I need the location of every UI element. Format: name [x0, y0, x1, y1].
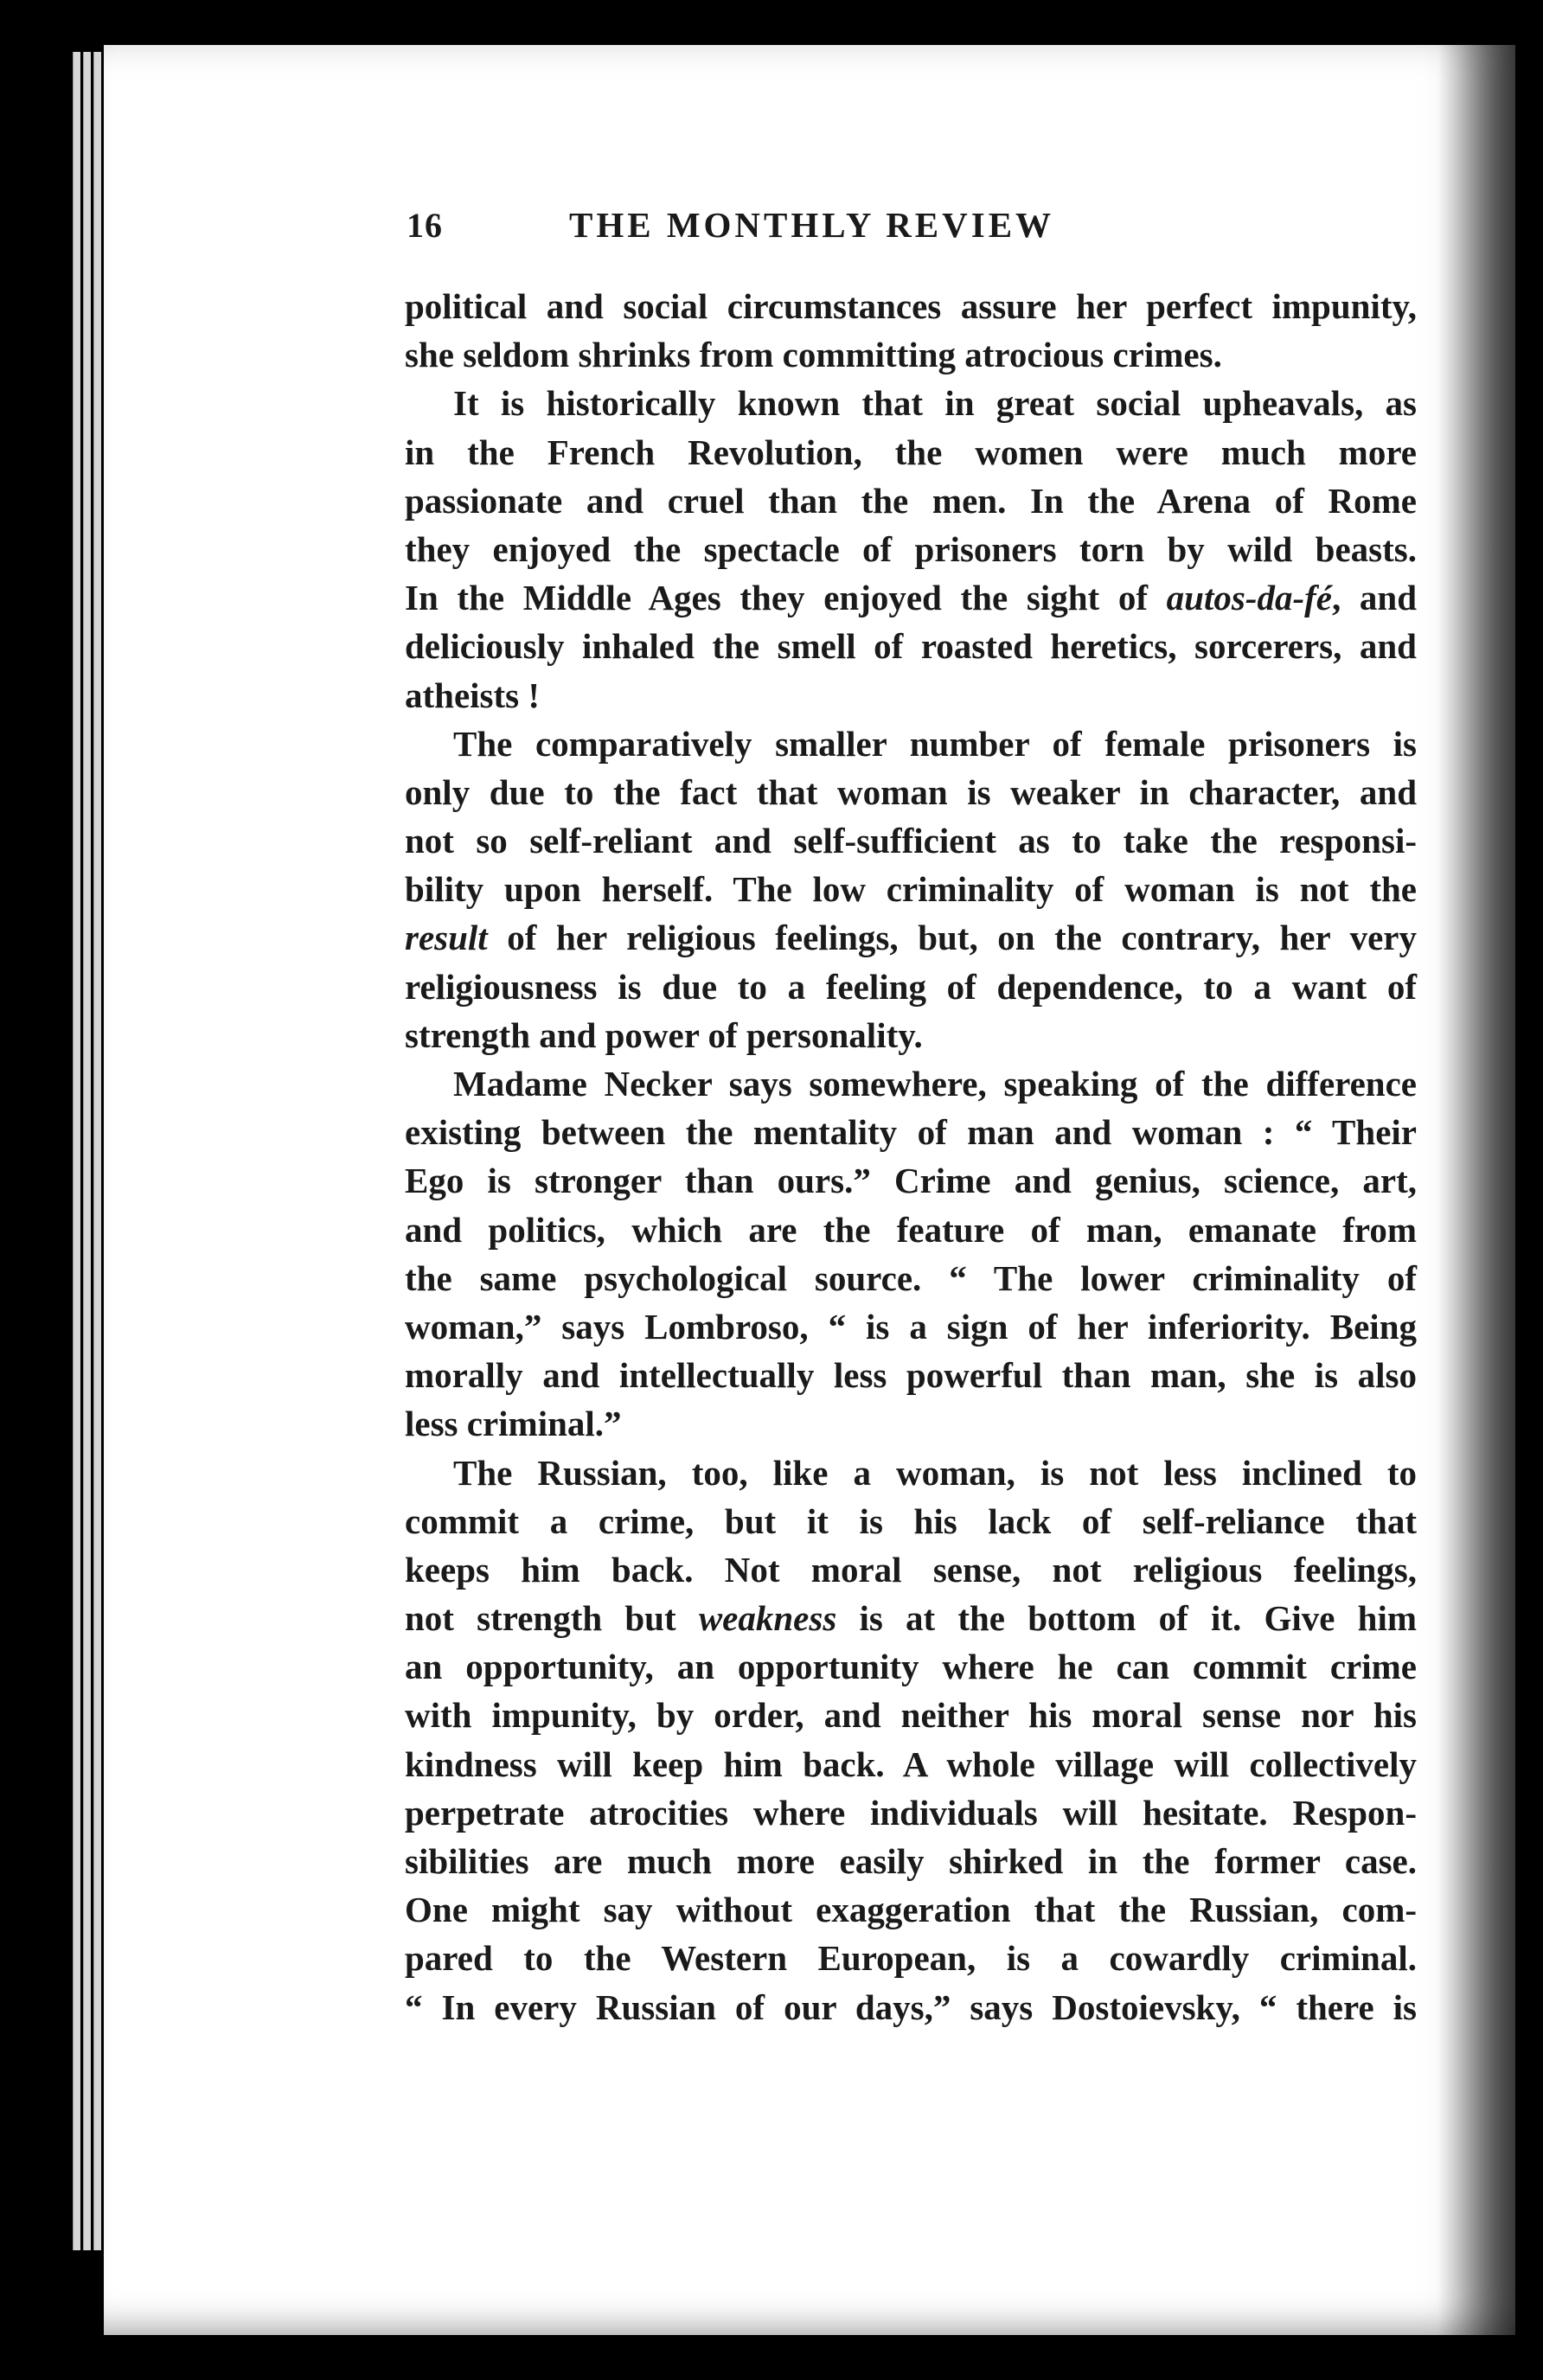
text-line: perpetrate atrocities where individuals will hesitate. Respon-: [405, 1792, 1417, 1833]
italic-phrase: autos-da-fé: [1166, 578, 1332, 618]
text-line: atheists !: [405, 675, 541, 715]
text-line: Ego is stronger than ours.” Crime and genius, science, art,: [405, 1161, 1417, 1201]
text-line: less criminal.”: [405, 1404, 622, 1444]
text-line: strength and power of personality.: [405, 1014, 923, 1055]
text-run: In the Middle Ages they enjoyed the sight of: [405, 578, 1167, 618]
text-line: existing between the mentality of man and woman : “ Their: [405, 1112, 1417, 1153]
text-line: The comparatively smaller number of female prisoners is: [453, 723, 1417, 764]
text-line: she seldom shrinks from committing atrocious crimes.: [405, 335, 1222, 375]
journal-title: THE MONTHLY REVIEW: [569, 205, 1055, 245]
text-line: deliciously inhaled the smell of roasted heretics, sorcerers, and: [405, 626, 1417, 667]
text-run: , and: [1331, 578, 1417, 618]
text-line: the same psychological source. “ The lower criminality of: [405, 1257, 1417, 1298]
body-text: [405, 282, 1417, 2031]
text-line: It is historically known that in great social upheavals, as: [453, 383, 1417, 424]
text-line: they enjoyed the spectacle of prisoners torn by wild beasts.: [405, 528, 1417, 569]
text-line: not so self-reliant and self-sufficient as to take the responsi-: [405, 821, 1417, 861]
text-run: not strength but: [405, 1598, 699, 1639]
text-line: woman,” says Lombroso, “ is a sign of her inferiority. Being: [405, 1306, 1417, 1347]
text-line: pared to the Western European, is a cowardly criminal.: [405, 1938, 1417, 1979]
text-line: and politics, which are the feature of man, emanate from: [405, 1209, 1417, 1250]
spine-shadow: [1437, 45, 1515, 2335]
text-run: is at the bottom of it. Give him: [836, 1598, 1417, 1639]
text-line: passionate and cruel than the men. In the Arena of Rome: [405, 480, 1417, 521]
text-line: commit a crime, but it is his lack of self-reliance that: [405, 1500, 1417, 1541]
text-line: sibilities are much more easily shirked in the former case.: [405, 1841, 1417, 1881]
text-line: [405, 573, 1417, 622]
text-line: with impunity, by order, and neither his moral sense nor his: [405, 1695, 1417, 1736]
page-edge-stack: [73, 52, 80, 2250]
text-line: [405, 913, 1417, 962]
page-edge-stack: [93, 52, 101, 2250]
text-line: an opportunity, an opportunity where he can commit crime: [405, 1647, 1417, 1687]
page-number: 16: [407, 206, 443, 245]
text-line: only due to the fact that woman is weaker in character, and: [405, 771, 1417, 812]
page-edge-stack: [83, 52, 91, 2250]
text-line: The Russian, too, like a woman, is not less inclined to: [453, 1452, 1417, 1493]
text-line: in the French Revolution, the women were much more: [405, 432, 1417, 472]
text-line: keeps him back. Not moral sense, not religious feelings,: [405, 1549, 1417, 1590]
text-line: One might say without exaggeration that the Russian, com-: [405, 1890, 1417, 1930]
text-run: of her religious feelings, but, on the contrary, her very: [487, 918, 1417, 958]
text-line: [405, 1594, 1417, 1642]
text-line: religiousness is due to a feeling of dependence, to a want of: [405, 966, 1417, 1007]
italic-phrase: result: [405, 918, 488, 958]
text-line: morally and intellectually less powerful than man, she is also: [405, 1355, 1417, 1396]
text-line: “ In every Russian of our days,” says Dostoievsky, “ there is: [405, 1987, 1417, 2027]
text-line: bility upon herself. The low criminality of woman is not the: [405, 869, 1417, 910]
running-head: [407, 204, 1228, 256]
text-line: kindness will keep him back. A whole village will collectively: [405, 1743, 1417, 1784]
text-line: political and social circumstances assure her perfect impunity,: [405, 286, 1417, 326]
text-line: Madame Necker says somewhere, speaking of the difference: [453, 1064, 1417, 1104]
italic-phrase: weakness: [698, 1598, 837, 1639]
